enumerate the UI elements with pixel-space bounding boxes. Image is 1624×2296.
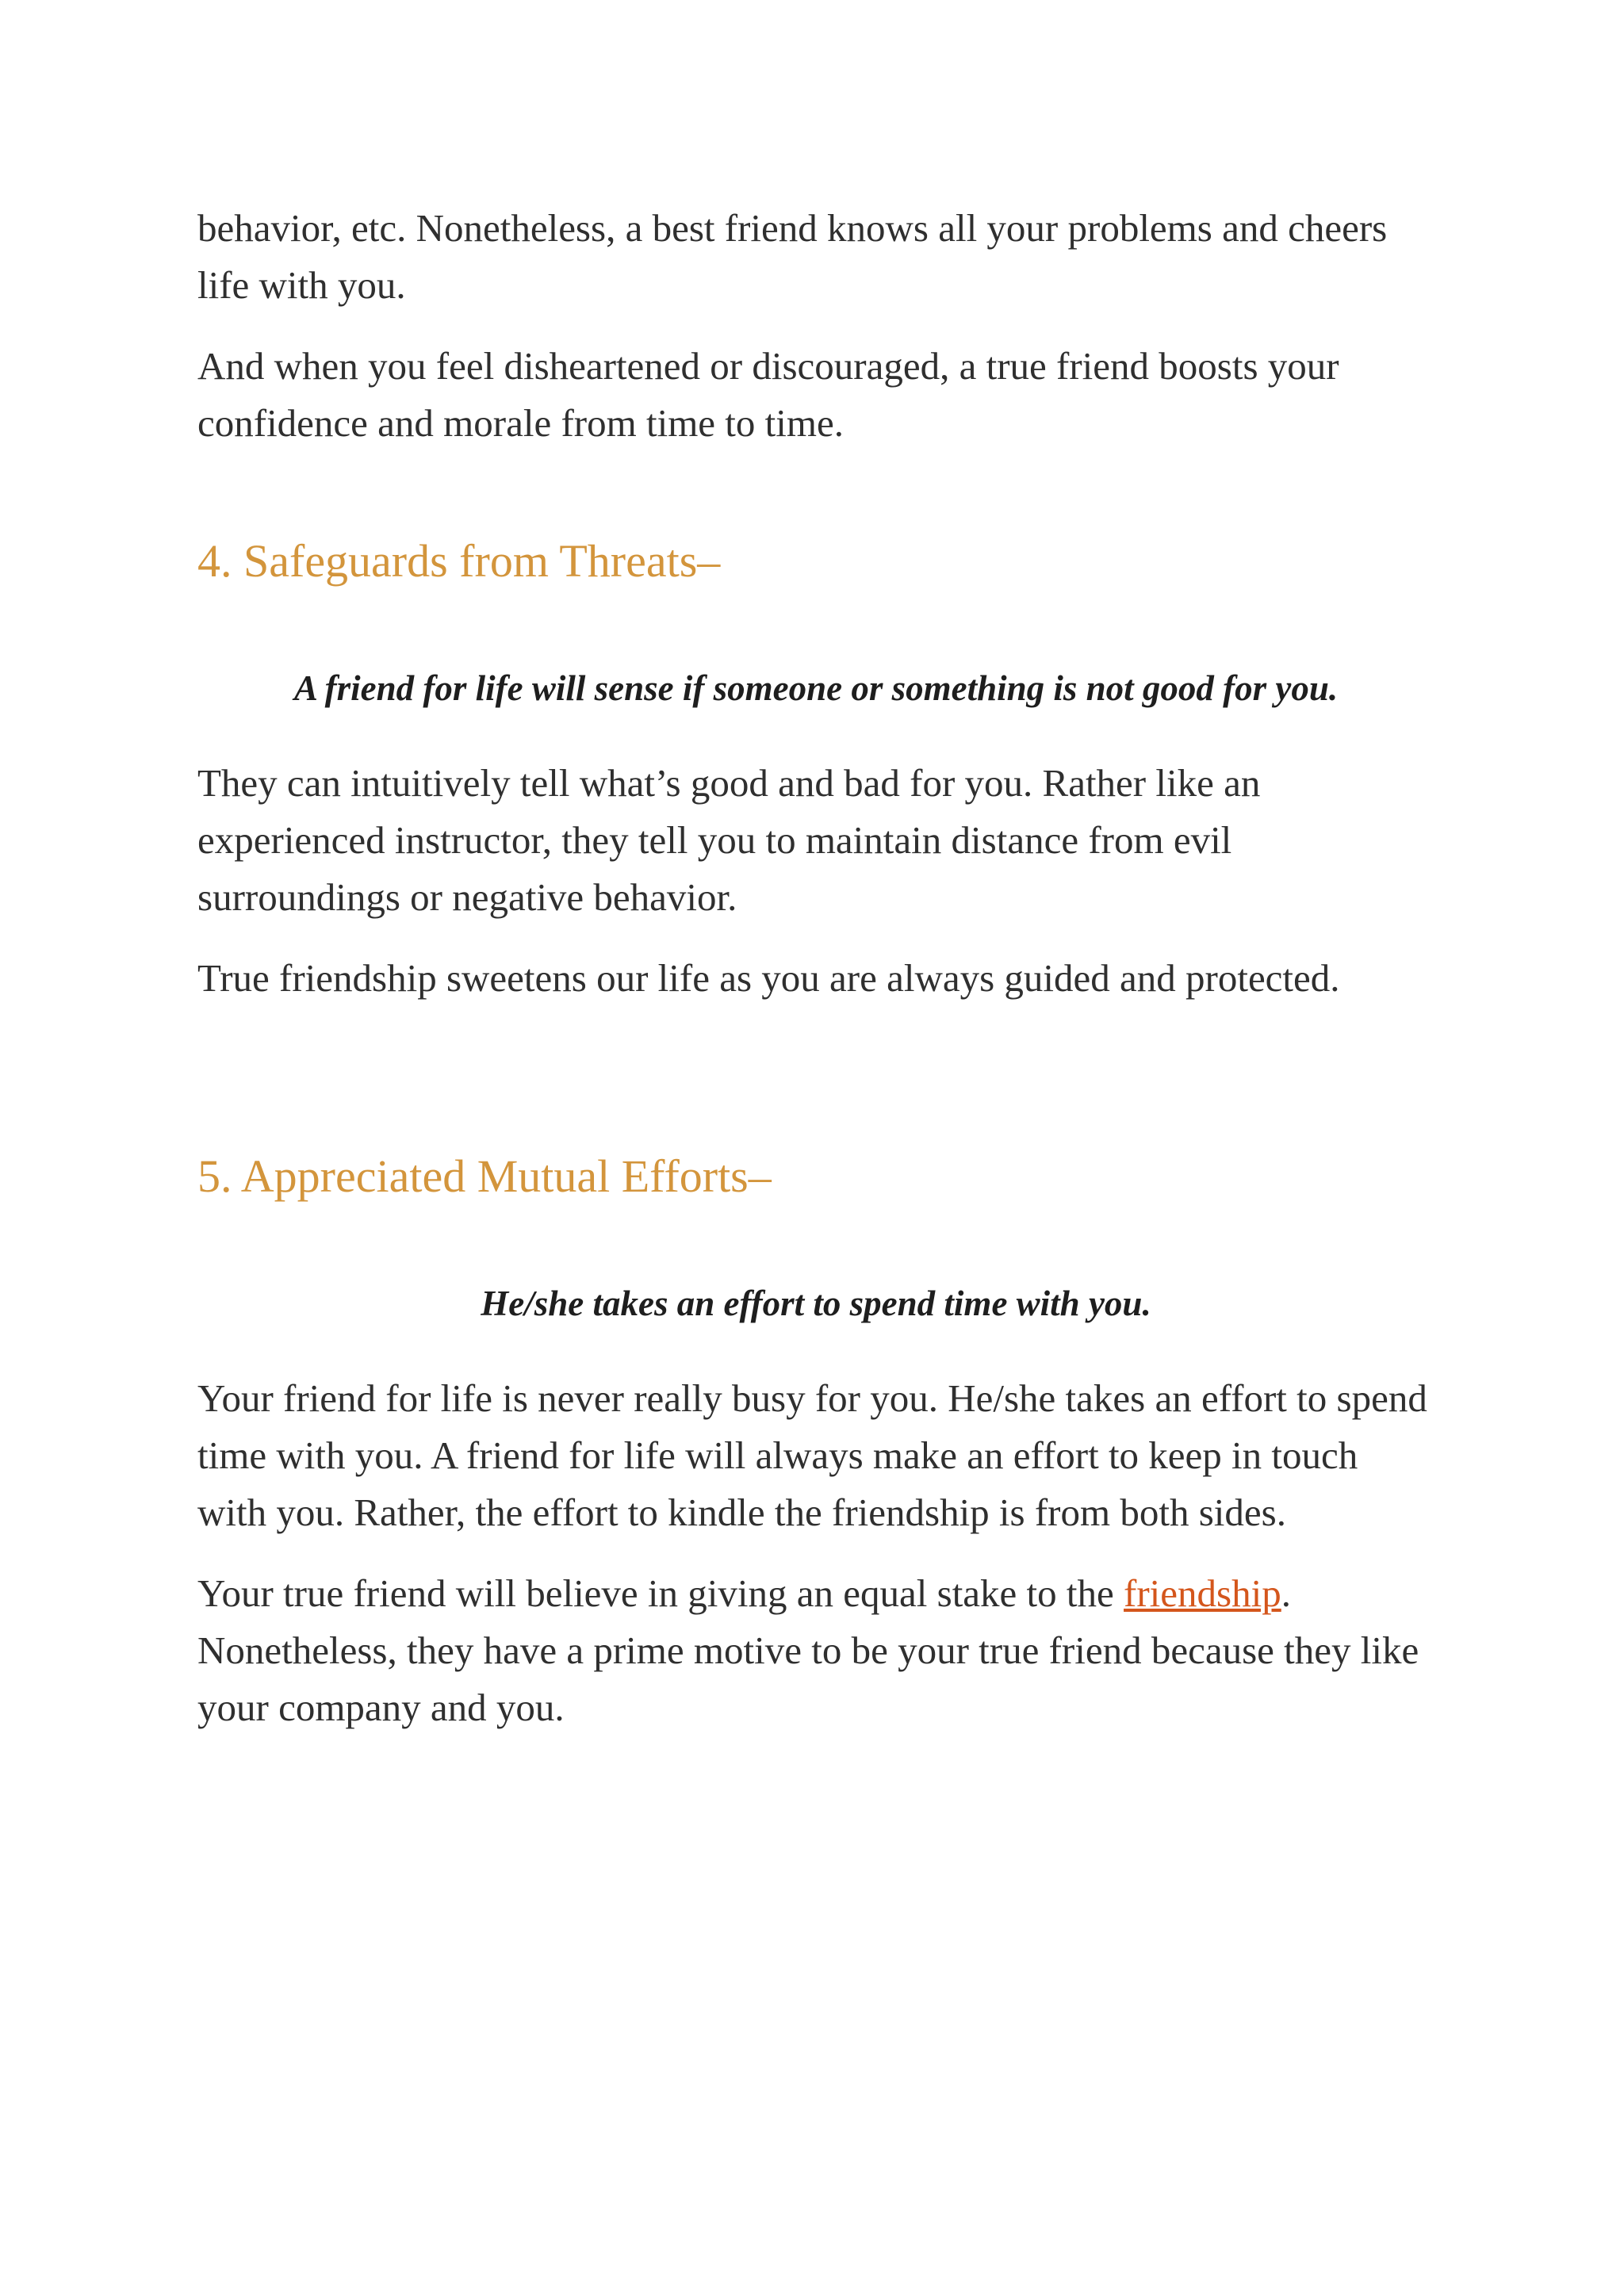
paragraph: behavior, etc. Nonetheless, a best friend knows all your problems and cheers life with you. — [197, 206, 1388, 307]
pull-quote: A friend for life will sense if someone or something is not good for you. — [293, 668, 1339, 708]
paragraph-text: Your true friend will believe in giving an equal stake to the — [197, 1571, 1124, 1615]
paragraph: True friendship sweetens our life as you are always guided and protected. — [197, 956, 1340, 1000]
paragraph: And when you feel disheartened or discouraged, a true friend boosts your confidence and morale from time to time. — [197, 344, 1339, 445]
pull-quote: He/she takes an effort to spend time with you. — [481, 1284, 1151, 1323]
paragraph-text: . Nonetheless, they have a prime motive to be your true friend because they like your company and you. — [197, 1571, 1419, 1729]
friendship-link[interactable]: friendship — [1124, 1571, 1281, 1615]
paragraph: Your friend for life is never really busy for you. He/she takes an effort to spend time with you. A friend for life will always make an effort to keep in touch with you. Rather, the effort to kindle the friendship is from both sides. — [197, 1376, 1427, 1534]
document-content — [197, 200, 1434, 1760]
section-heading-4: 4. Safeguards from Threats– — [197, 535, 721, 587]
paragraph: They can intuitively tell what’s good and bad for you. Rather like an experienced instructor, they tell you to maintain distance from evil surroundings or negative behavior. — [197, 761, 1261, 919]
section-heading-5: 5. Appreciated Mutual Efforts– — [197, 1150, 772, 1202]
paragraph-with-link — [197, 1565, 1434, 1736]
